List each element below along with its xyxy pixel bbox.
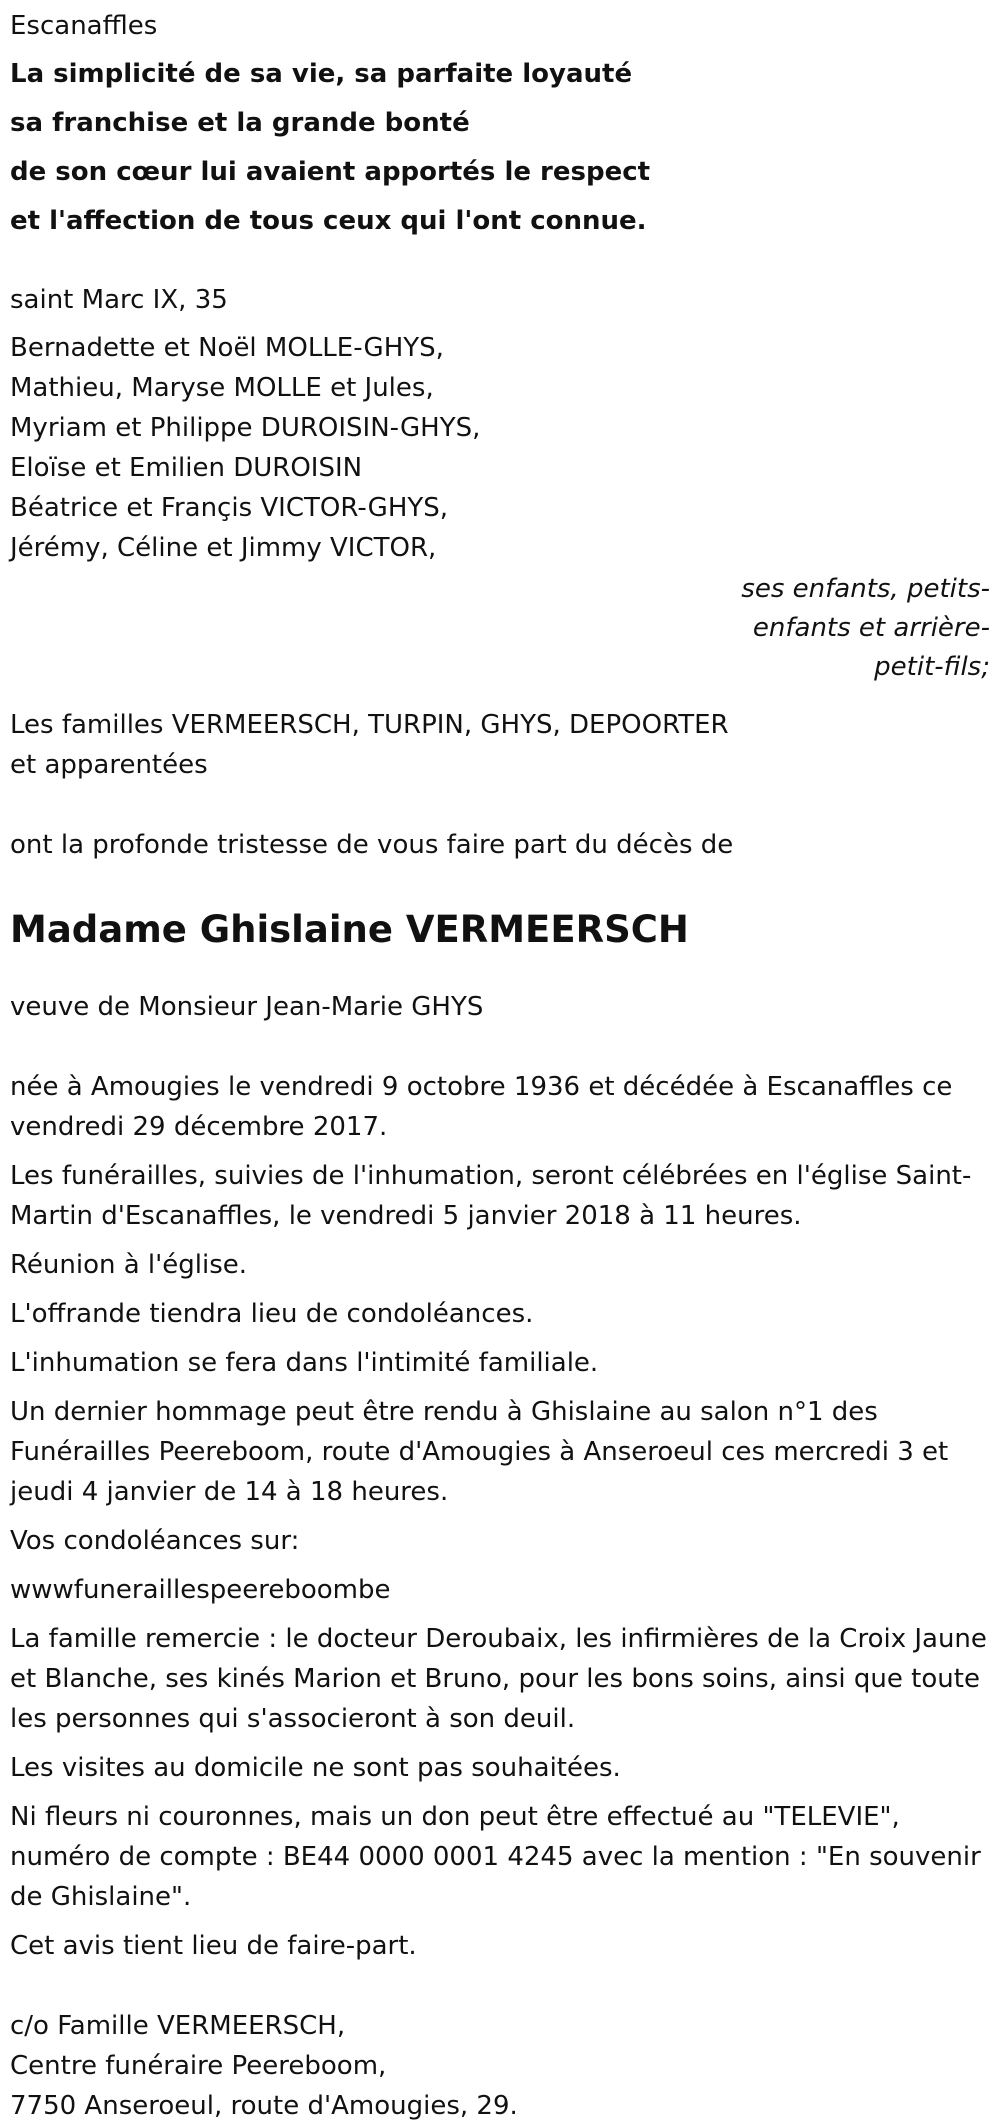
family-line: Myriam et Philippe DUROISIN-GHYS, [10,413,481,443]
notice-statement: Cet avis tient lieu de faire-part. [10,1931,417,1961]
funeral-details: Les funérailles, suivies de l'inhumation, seront célébrées en l'église Saint-Martin d'Escanaffles, le vendredi 5 janvier 2018 à 11 heures. [10,1161,972,1231]
family-thanks: La famille remercie : le docteur Deroubaix, les infirmières de la Croix Jaune et Blanche, ses kinés Marion et Bruno, pour les bons soins, ainsi que toute les personnes qui s'associeront à son deuil. [10,1624,987,1734]
relationship-note: ses enfants, petits-enfants et arrière-petit-fils; [741,574,990,682]
widow-of: veuve de Monsieur Jean-Marie GHYS [10,992,484,1022]
contact-address [10,2006,990,2126]
address-line: 7750 Anseroeul, route d'Amougies, 29. [10,2091,518,2121]
family-line: Jérémy, Céline et Jimmy VICTOR, [10,533,437,563]
address-line: Centre funéraire Peereboom, [10,2051,387,2081]
deceased-name: Madame Ghislaine VERMEERSCH [10,908,689,951]
quote-line: La simplicité de sa vie, sa parfaite loyauté [10,59,633,89]
donation-info: Ni fleurs ni couronnes, mais un don peut être effectué au "TELEVIE", numéro de compte : BE44 0000 0001 4245 avec la mention : "En souvenir de Ghislaine". [10,1802,981,1912]
visits-note: Les visites au domicile ne sont pas souhaitées. [10,1753,621,1783]
memorial-quote [10,50,990,246]
condolences-label: Vos condoléances sur: [10,1526,300,1556]
family-line: Eloïse et Emilien DUROISIN [10,453,363,483]
city-name: Escanaffles [10,11,158,41]
birth-death-info: née à Amougies le vendredi 9 octobre 1936 et décédée à Escanaffles ce vendredi 29 décembre 2017. [10,1072,953,1142]
extended-families: Les familles VERMEERSCH, TURPIN, GHYS, DEPOORTER et apparentées [10,710,729,780]
family-line: Mathieu, Maryse MOLLE et Jules, [10,373,434,403]
burial-note: L'inhumation se fera dans l'intimité familiale. [10,1348,599,1378]
announcement-intro: ont la profonde tristesse de vous faire part du décès de [10,830,734,860]
address-line: c/o Famille VERMEERSCH, [10,2011,346,2041]
meeting-place: Réunion à l'église. [10,1250,248,1280]
quote-line: et l'affection de tous ceux qui l'ont connue. [10,206,647,236]
quote-line: sa franchise et la grande bonté [10,108,470,138]
family-line: Béatrice et Françis VICTOR-GHYS, [10,493,449,523]
tribute-info: Un dernier hommage peut être rendu à Ghislaine au salon n°1 des Funérailles Peereboom, route d'Amougies à Anseroeul ces mercredi 3 et jeudi 4 janvier de 14 à 18 heures. [10,1397,949,1507]
bible-reference: saint Marc IX, 35 [10,285,228,315]
condolences-website: wwwfuneraillespeereboombe [10,1575,391,1605]
family-list [10,328,990,568]
offering-note: L'offrande tiendra lieu de condoléances. [10,1299,534,1329]
quote-line: de son cœur lui avaient apportés le respect [10,157,651,187]
family-line: Bernadette et Noël MOLLE-GHYS, [10,333,444,363]
